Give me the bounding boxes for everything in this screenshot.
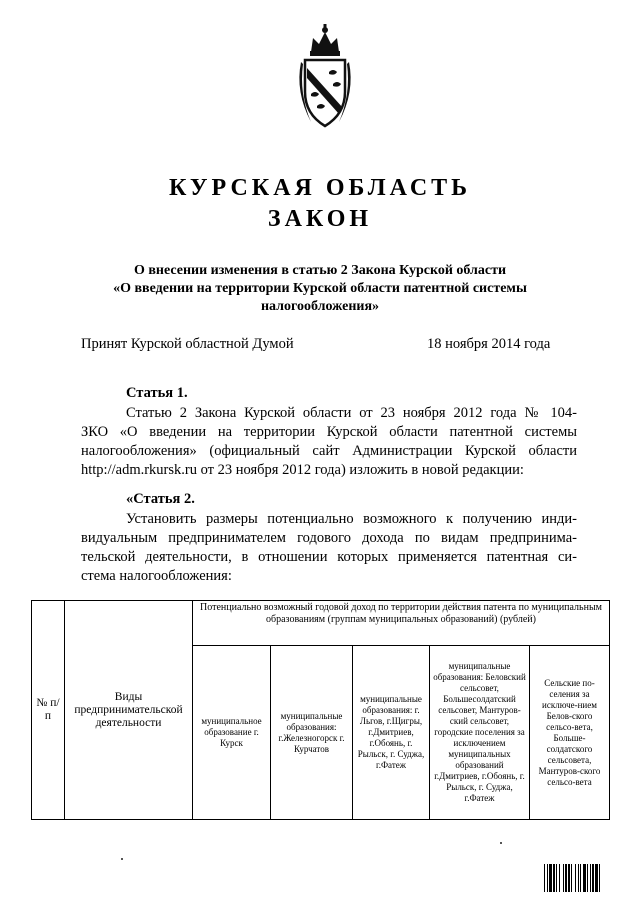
- table-header-number: № п/п: [32, 601, 65, 820]
- article-1-text: [81, 404, 577, 480]
- text-line: Установить размеры потенциально возможного к получению инди-: [126, 511, 577, 527]
- text-line: http://adm.rkursk.ru от 23 ноября 2012 года) изложить в новой редакции:: [81, 462, 524, 478]
- barcode-image: [544, 864, 620, 892]
- table-header-towns-group: муниципальные образования: г. Льгов, г.Щигры, г.Дмитриев, г.Обоянь, г. Рыльск, г. Суджа, г.Фатеж: [353, 646, 430, 820]
- text-line: налогообложения» (официальный сайт Администрации Курской области: [81, 443, 577, 459]
- coat-of-arms-emblem: [293, 22, 357, 134]
- scan-speck: [121, 858, 123, 860]
- table-header-kursk: муниципальное образование г. Курск: [193, 646, 271, 820]
- article-1-heading: Статья 1.: [126, 385, 188, 401]
- scan-speck: [500, 842, 502, 844]
- law-subtitle: [70, 262, 570, 316]
- table-header-zheleznogorsk-kurchatov: муниципальные образования: г.Железногорск г. Курчатов: [271, 646, 353, 820]
- article-2-heading: «Статья 2.: [126, 491, 195, 507]
- text-line: тельской деятельности, в отношении которых применяется патентная си-: [81, 549, 577, 565]
- text-line: ЗКО «О введении на территории Курской области патентной системы: [81, 424, 577, 440]
- text-line: Статью 2 Закона Курской области от 23 ноября 2012 года № 104-: [126, 405, 577, 421]
- subtitle-line: налогообложения»: [260, 299, 380, 314]
- law-title: ЗАКОН: [267, 206, 373, 232]
- text-line: видуальным предпринимателем годового дохода по видам предпринима-: [81, 530, 577, 546]
- adopted-date: 18 ноября 2014 года: [427, 336, 551, 352]
- table-header-income-group: Потенциально возможный годовой доход по территории действия патента по муниципальным образованиям (группам муниципальных образований) (рублей): [193, 601, 610, 646]
- adopted-by: Принят Курской областной Думой: [81, 336, 294, 352]
- table-header-rural-settlements: Сельские по-селения за исключе-нием Белов-ского сельсо-вета, Больше-солдатского сельсовета, Мантуров-ского сельсо-вета: [530, 646, 610, 820]
- table-header-councils-group: муниципальные образования: Беловский сельсовет, Большесолдатский сельсовет, Мантуров-ский сельсовет, городские поселения за исключением муниципальных образований г.Дмитриев, г.Обоянь, г. Рыльск, г. Суджа, г.Фатеж: [430, 646, 530, 820]
- article-2-text: [81, 510, 577, 586]
- text-line: стема налогообложения:: [81, 568, 232, 584]
- table-header-activity: Виды предпринимательской деятельности: [65, 601, 193, 820]
- subtitle-line: О внесении изменения в статью 2 Закона Курской области: [133, 263, 507, 278]
- region-title: КУРСКАЯ ОБЛАСТЬ: [168, 175, 472, 201]
- subtitle-line: «О введении на территории Курской области патентной системы: [113, 281, 527, 296]
- income-table: [31, 600, 610, 820]
